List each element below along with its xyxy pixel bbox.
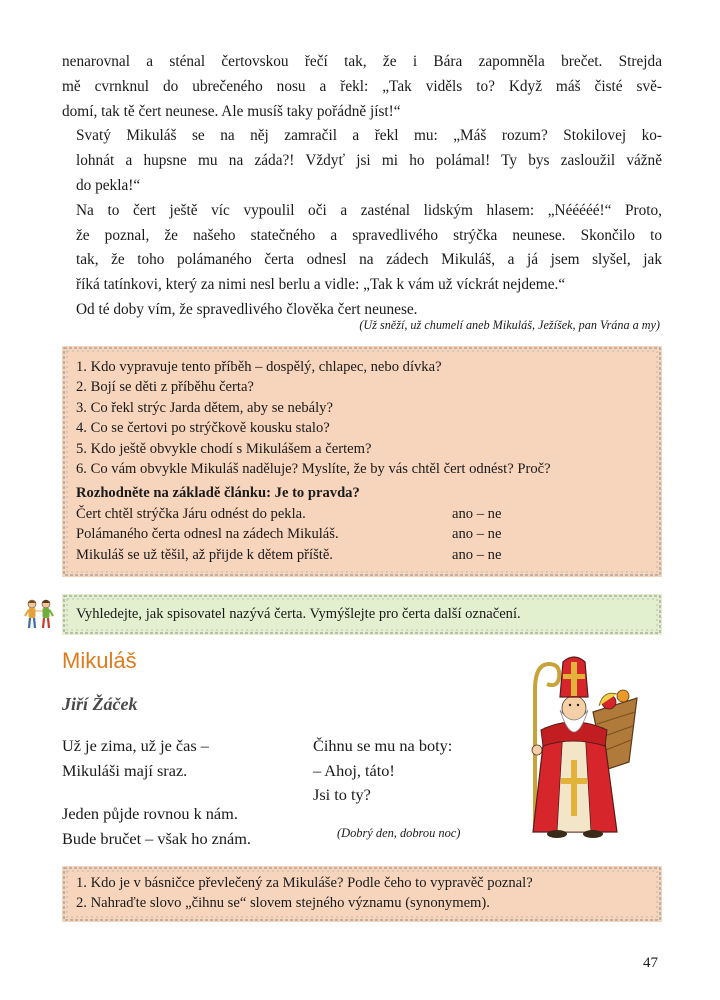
poem-title: Mikuláš [62, 648, 137, 673]
questions-content [62, 346, 662, 565]
page-number: 47 [643, 955, 658, 971]
statement-text: Čert chtěl strýčka Járu odnést do pekla. [76, 505, 306, 522]
children-icon [22, 597, 56, 631]
story-paragraph-4: Od té doby vím, že spravedlivého člověka čert neunese. [76, 300, 418, 318]
text-line: do pekla!“ [76, 176, 141, 194]
poem-line: Bude bručet – však ho znám. [62, 828, 251, 848]
poem-question-list [62, 866, 662, 914]
statement-row [76, 504, 648, 524]
question-list [76, 357, 648, 479]
poem-line: Už je zima, už je čas – [62, 736, 209, 755]
question-item: 1. Kdo je v básničce převlečený za Mikuláše? Podle čeho to vypravěč poznal? [76, 875, 533, 891]
poem-author: Jiří Žáček [62, 694, 138, 714]
verdict-title: Rozhodněte na základě článku: Je to pravda? [76, 485, 360, 502]
poem-line: – Ahoj, táto! [313, 760, 395, 780]
poem-line: Jeden půjde rovnou k nám. [62, 804, 238, 823]
task-text: Vyhledejte, jak spisovatel nazývá čerta. Vymýšlejte pro čerta další označení. [76, 606, 521, 622]
poem-line: Jsi to ty? [313, 785, 371, 804]
question-item: 2. Bojí se děti z příběhu čerta? [76, 379, 254, 396]
poem-source: (Dobrý den, dobrou noc) [337, 826, 461, 840]
poem-line: Čihnu se mu na boty: [313, 736, 453, 755]
saint-nicholas-illustration [505, 650, 655, 840]
poem-questions-box [62, 866, 662, 922]
poem-stanza-2 [62, 802, 251, 851]
statement-answer: ano – ne [452, 546, 502, 563]
question-item: 3. Co řekl strýc Jarda dětem, aby se nebály? [76, 399, 333, 416]
questions-box [62, 346, 662, 577]
question-item: 4. Co se čertovi po strýčkově kousku stalo? [76, 420, 330, 437]
story-paragraph-2 [62, 124, 662, 198]
statement-text: Polámaného čerta odnesl na zádech Mikuláš. [76, 526, 339, 543]
text-line: říká tatínkovi, který za nimi nesl berlu a vidle: „Tak k vám už víckrát nejdeme.“ [76, 276, 566, 294]
poem-stanza-1 [62, 734, 209, 783]
text-line: tak, že toho polámaného čerta odnesl na zádech Mikuláš, a já jsem slyšel, jak [76, 251, 662, 269]
story-text [62, 50, 662, 323]
poem-line: Mikuláši mají sraz. [62, 760, 188, 780]
text-line: nenarovnal a sténal čertovskou řečí tak, že i Bára zapomněla brečet. Strejda [62, 53, 662, 70]
text-line: lohnát a hupsne mu na záda?! Vždyť jsi mi ho polámal! Ty bys zasloužil vážně [76, 152, 662, 170]
text-line: domí, tak tě čert neunese. Ale musíš taky pořádně jíst!“ [62, 102, 401, 120]
statement-text: Mikuláš se už těšil, až přijde k dětem příště. [76, 546, 333, 563]
task-box [62, 594, 662, 635]
text-line: mě cvrnknul do ubrečeného nosu a řekl: „Tak viděls to? Když máš čisté svě- [62, 77, 662, 95]
statement-row [76, 545, 648, 565]
statement-answer: ano – ne [452, 526, 502, 543]
text-line: Na to čert ještě víc vypoulil oči a zasténal lidským hlasem: „Nééééé!“ Proto, [76, 201, 662, 219]
text-line: Svatý Mikuláš se na něj zamračil a řekl mu: „Máš rozum? Stokilovej ko- [76, 127, 662, 145]
question-item: 1. Kdo vypravuje tento příběh – dospělý, chlapec, nebo dívka? [76, 359, 442, 375]
question-item: 6. Co vám obvykle Mikuláš naděluje? Myslíte, že by vás chtěl čert odnést? Proč? [76, 461, 551, 478]
question-item: 5. Kdo ještě obvykle chodí s Mikulášem a čertem? [76, 440, 372, 457]
text-line: že poznal, že našeho statečného a spravedlivého strýčka neunese. Skončilo to [76, 226, 662, 244]
statement-answer: ano – ne [452, 505, 502, 522]
story-paragraph-1 [62, 50, 662, 124]
story-source: (Už sněží, už chumelí aneb Mikuláš, Ježíšek, pan Vrána a my) [359, 318, 660, 332]
question-item: 2. Nahraďte slovo „čihnu se“ slovem stejného významu (synonymem). [76, 895, 490, 912]
statement-row [76, 524, 648, 544]
poem-stanza-3 [313, 734, 452, 808]
story-paragraph-3 [62, 199, 662, 298]
